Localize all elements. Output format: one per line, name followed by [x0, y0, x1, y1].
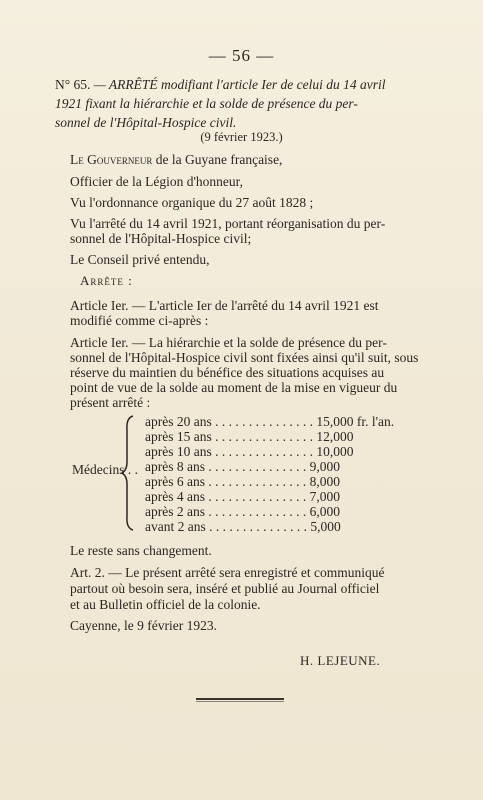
article1-body-line5: présent arrêté :: [70, 395, 151, 410]
decree-number: N° 65.: [55, 77, 91, 92]
vu-arrete-line2: sonnel de l'Hôpital-Hospice civil;: [70, 231, 252, 246]
gouverneur-line: [70, 150, 282, 169]
decree-title-line1: [55, 75, 433, 95]
article2-line3: et au Bulletin officiel de la colonie.: [70, 597, 261, 612]
vu-ordonnance: Vu l'ordonnance organique du 27 août 1828 ;: [70, 195, 314, 210]
place-date: Cayenne, le 9 février 1923.: [70, 618, 217, 633]
vu-arrete-line1: Vu l'arrêté du 14 avril 1921, portant réorganisation du per-: [70, 216, 386, 231]
salary-row: après 4 ans . . . . . . . . . . . . . . . 7,000: [145, 489, 340, 504]
decree-title-line2: 1921 fixant la hiérarchie et la solde de présence du per-: [55, 96, 358, 111]
article1-body-line4: point de vue de la solde au moment de la mise en vigueur du: [70, 380, 398, 395]
decree-title-part: — ARRÊTÉ modifiant l'article Ier de celui du 14 avril: [93, 77, 386, 92]
article1-line2: modifié comme ci-après :: [70, 313, 209, 328]
brace-icon: [121, 414, 137, 532]
salary-row: après 8 ans . . . . . . . . . . . . . . . 9,000: [145, 459, 340, 474]
conseil-line: Le Conseil privé entendu,: [70, 252, 210, 267]
officier-line: Officier de la Légion d'honneur,: [70, 174, 243, 189]
article2-line2: partout où besoin sera, inséré et publié au Journal officiel: [70, 581, 380, 596]
salary-row: après 15 ans . . . . . . . . . . . . . . . 12,000: [145, 429, 354, 444]
salary-row: après 2 ans . . . . . . . . . . . . . . . 6,000: [145, 504, 340, 519]
page-number: — 56 —: [208, 46, 275, 65]
salary-row: après 20 ans . . . . . . . . . . . . . . . 15,000 fr. l'an.: [145, 414, 395, 429]
article1-body-line2: sonnel de l'Hôpital-Hospice civil sont fixées ainsi qu'il suit, sous: [70, 350, 419, 365]
salary-row: après 10 ans . . . . . . . . . . . . . . . 10,000: [145, 444, 354, 459]
closing-rule-underline: [196, 701, 284, 702]
arrete-heading: Arrête :: [80, 273, 133, 288]
gouverneur-title: Le Gouverneur: [70, 152, 153, 167]
medecins-label: Médecins . .: [72, 462, 138, 477]
article1-body-line3: réserve du maintien du bénéfice des situations acquises au: [70, 365, 385, 380]
salary-row: après 6 ans . . . . . . . . . . . . . . . 8,000: [145, 474, 340, 489]
article1-body-line1: Article Ier. — La hiérarchie et la solde de présence du per-: [70, 335, 387, 350]
salary-row: avant 2 ans . . . . . . . . . . . . . . . 5,000: [145, 519, 341, 534]
reste-line: Le reste sans changement.: [70, 543, 212, 558]
gouverneur-rest: de la Guyane française,: [152, 152, 283, 167]
article1-line1: Article Ier. — L'article Ier de l'arrêté du 14 avril 1921 est: [70, 298, 379, 313]
decree-title-line3: sonnel de l'Hôpital-Hospice civil.: [55, 115, 237, 130]
closing-rule: [196, 698, 284, 700]
decree-date: (9 février 1923.): [200, 130, 283, 144]
signature: H. LEJEUNE.: [300, 653, 381, 668]
article2-line1: Art. 2. — Le présent arrêté sera enregistré et communiqué: [70, 565, 385, 580]
